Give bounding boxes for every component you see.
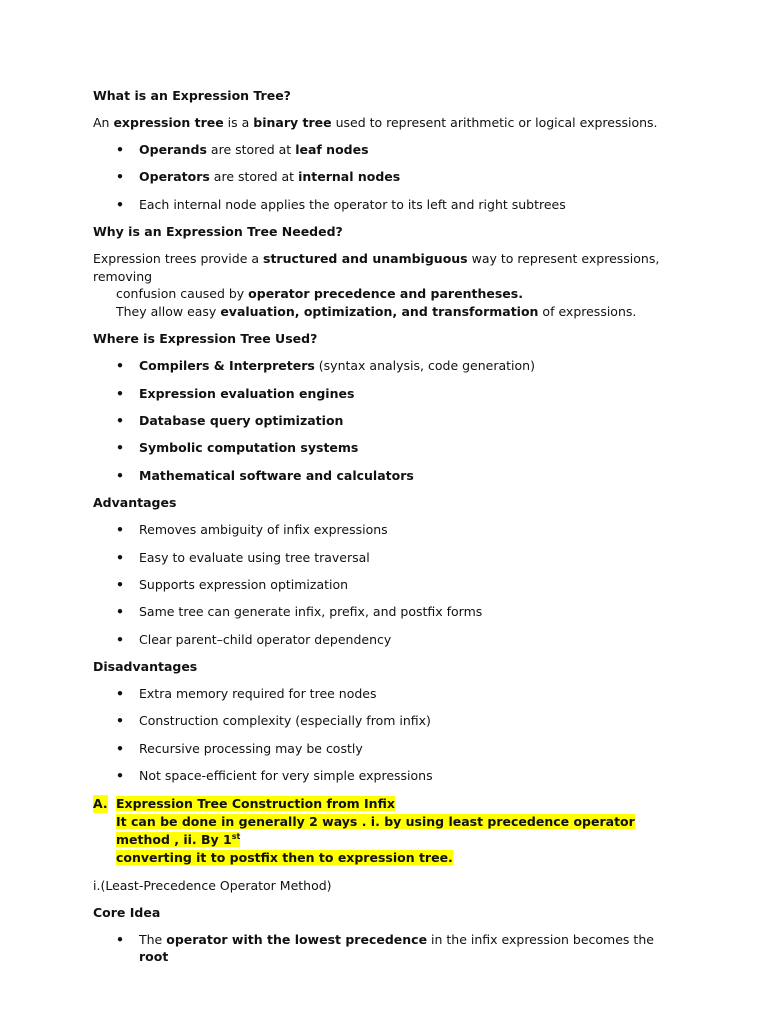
list-item [93, 439, 668, 456]
bullet-icon: • [116, 522, 124, 538]
intro-bold-1: expression tree [113, 115, 224, 130]
list-item [93, 712, 668, 729]
item-text: are stored at [206, 142, 296, 157]
list-item [93, 740, 668, 757]
section-a-title-row [93, 795, 668, 813]
list-item [93, 549, 668, 566]
item-text: are stored at [209, 169, 299, 185]
list-item [93, 412, 668, 429]
list-item [93, 767, 668, 784]
bullet-icon: • [116, 412, 124, 428]
bullet-icon: • [116, 604, 124, 620]
item-text: The [139, 931, 167, 947]
item-bold: Compilers & Interpreters [139, 358, 315, 374]
item-text: Construction complexity (especially from infix) [139, 713, 431, 729]
item-bold: Operators [139, 169, 210, 185]
section-a-line-3 [93, 849, 668, 867]
bold-text: evaluation, optimization, and transformation [220, 303, 539, 319]
intro-bold-2: binary tree [253, 115, 332, 130]
item-bold: Operands [139, 142, 207, 157]
bold-text: operator precedence and parentheses [248, 286, 519, 302]
bullet-icon: • [116, 576, 124, 592]
item-text: in the infix expression becomes the [427, 931, 654, 947]
list-item [93, 685, 668, 702]
superscript: st [231, 831, 241, 841]
item-text: Recursive processing may be costly [139, 740, 363, 756]
item-bold: operator with the lowest precedence [166, 931, 428, 947]
item-bold: Mathematical software and calculators [139, 467, 414, 483]
text: of expressions. [538, 303, 637, 319]
item-text: Clear parent–child operator dependency [139, 631, 392, 647]
list-item [93, 141, 668, 158]
item-text: Supports expression optimization [139, 576, 349, 592]
item-text: Easy to evaluate using tree traversal [139, 549, 370, 565]
heading-what-is: What is an Expression Tree? [93, 88, 291, 103]
item-bold: Symbolic computation systems [139, 440, 359, 456]
section-a-line-3-text: converting it to postfix then to expression tree. [116, 849, 453, 865]
bullet-icon: • [116, 467, 124, 483]
list-item [93, 385, 668, 402]
section-a-marker: A. [93, 795, 108, 811]
bullet-icon: • [116, 169, 124, 185]
bullet-icon: • [116, 768, 124, 784]
method-i-label: i.(Least-Precedence Operator Method) [93, 877, 332, 893]
bullet-icon: • [116, 931, 124, 947]
item-text: Removes ambiguity of infix expressions [139, 522, 388, 538]
bullet-icon: • [116, 713, 124, 729]
section-a-line-2 [93, 813, 668, 849]
item-bold-2: internal nodes [298, 169, 401, 185]
bullet-icon: • [116, 549, 124, 565]
item-bold-2: root [139, 948, 169, 964]
list-item [93, 196, 668, 213]
list-item [93, 631, 668, 648]
bold-text: . [518, 286, 523, 302]
item-text: Extra memory required for tree nodes [139, 686, 377, 702]
bullet-icon: • [116, 358, 124, 374]
item-bold: Expression evaluation engines [139, 385, 355, 401]
heading-why-needed: Why is an Expression Tree Needed? [93, 224, 343, 240]
why-line-1 [93, 251, 659, 284]
list-item [93, 168, 668, 185]
list-item [93, 467, 668, 484]
advantages-list [93, 521, 668, 648]
list-item [93, 521, 668, 538]
heading-core-idea: Core Idea [93, 904, 161, 920]
bullet-icon: • [116, 142, 124, 157]
why-needed-paragraph [93, 250, 668, 320]
item-text: Each internal node applies the operator to its left and right subtrees [139, 196, 566, 212]
heading-advantages: Advantages [93, 495, 177, 511]
item-text: Same tree can generate infix, prefix, and postfix forms [139, 604, 483, 620]
bullet-icon: • [116, 631, 124, 647]
heading-where-used: Where is Expression Tree Used? [93, 331, 318, 347]
why-line-2 [93, 285, 668, 303]
list-item [93, 603, 668, 620]
list-item [93, 357, 668, 374]
bullet-icon: • [116, 686, 124, 702]
core-idea-list [93, 931, 668, 965]
bullet-icon: • [116, 740, 124, 756]
where-used-list [93, 357, 668, 484]
heading-disadvantages: Disadvantages [93, 659, 198, 675]
text: It can be done in generally 2 ways . i. by using least precedence operator method , ii. By 1 [116, 813, 635, 847]
why-line-3 [93, 303, 668, 321]
item-text: (syntax analysis, code generation) [314, 358, 535, 374]
item-bold: Database query optimization [139, 412, 344, 428]
intro-text-3: used to represent arithmetic or logical expressions. [331, 115, 658, 130]
item-bold-2: leaf nodes [295, 142, 369, 157]
what-is-list [93, 141, 668, 213]
list-item [93, 576, 668, 593]
intro-text-2: is a [223, 115, 254, 130]
text: confusion caused by [116, 286, 249, 302]
text: Expression trees provide a [93, 251, 264, 267]
section-a-block [93, 795, 668, 867]
text: They allow easy [116, 303, 221, 319]
bold-text: structured and unambiguous [263, 251, 468, 267]
text: way to represent expressions, removing [93, 251, 660, 284]
item-text: Not space-efficient for very simple expressions [139, 768, 433, 784]
bullet-icon: • [116, 385, 124, 401]
section-a-title: Expression Tree Construction from Infix [116, 795, 395, 811]
intro-text-1: An [93, 115, 114, 130]
intro-paragraph [93, 114, 668, 131]
section-a-line-2-text [116, 814, 635, 847]
bullet-icon: • [116, 196, 124, 212]
disadvantages-list [93, 685, 668, 784]
bullet-icon: • [116, 440, 124, 456]
list-item [93, 931, 668, 965]
